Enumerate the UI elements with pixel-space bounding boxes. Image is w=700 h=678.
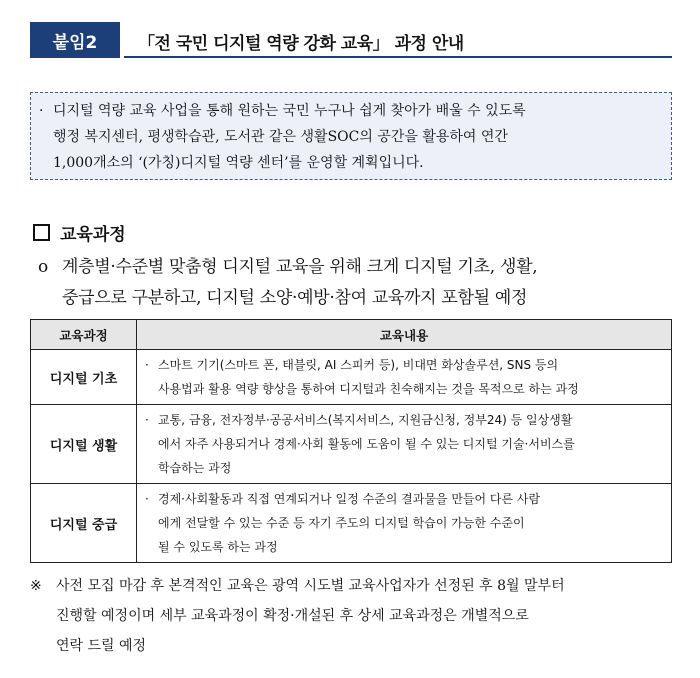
description-line: 학습하는 과정 <box>158 461 232 475</box>
checkbox-square-icon <box>33 224 50 241</box>
description-bullet: · <box>145 358 149 372</box>
footnote-line <box>30 571 680 601</box>
notice-line <box>39 98 663 124</box>
description-line: 될 수 있도록 하는 과정 <box>158 540 278 554</box>
description-line <box>145 408 663 432</box>
footnote-text: 사전 모집 마감 후 본격적인 교육은 광역 시도별 교육사업자가 선정된 후 8월 말부터 <box>56 578 565 594</box>
notice-bullet: · <box>39 103 44 119</box>
description-text: 스마트 기기(스마트 폰, 태블릿, AI 스피커 등), 비대면 화상솔루션, SNS 등의 <box>158 358 559 372</box>
section-title-text: 교육과정 <box>60 225 126 245</box>
description-bullet: · <box>145 413 149 427</box>
table-row <box>31 350 672 405</box>
description-line: 사용법과 활용 역량 향상을 통하여 디지털과 친숙해지는 것을 목적으로 하는 과정 <box>158 382 579 396</box>
course-name: 디지털 기초 <box>31 350 137 405</box>
header-course: 교육과정 <box>31 320 137 350</box>
notice-line: 1,000개소의 ‘(가칭)디지털 역량 센터’를 운영할 계획입니다. <box>53 155 424 171</box>
intro-bullet: o <box>38 257 48 277</box>
course-name: 디지털 생활 <box>31 405 137 484</box>
description-line <box>145 487 663 511</box>
course-table <box>30 319 672 563</box>
description-line: 에게 전달할 수 있는 수준 등 자기 주도의 디지털 학습이 가능한 수준이 <box>158 516 525 530</box>
attachment-badge: 붙임2 <box>30 22 120 58</box>
section-intro <box>38 252 678 314</box>
intro-line <box>38 252 678 283</box>
footnote-line: 연락 드릴 예정 <box>56 638 147 654</box>
course-description <box>137 484 672 563</box>
notice-box <box>30 92 672 180</box>
description-text: 교통, 금융, 전자정부·공공서비스(복지서비스, 지원금신청, 정부24) 등 일상생활 <box>158 413 573 427</box>
intro-text: 계층별·수준별 맞춤형 디지털 교육을 위해 크게 디지털 기초, 생활, <box>62 257 538 277</box>
description-text: 경제·사회활동과 직접 연계되거나 일정 수준의 결과물을 만들어 다른 사람 <box>158 492 541 506</box>
title-underline <box>124 56 672 58</box>
table-row <box>31 405 672 484</box>
document-title: 「전 국민 디지털 역량 강화 교육」 과정 안내 <box>138 34 464 54</box>
course-name: 디지털 중급 <box>31 484 137 563</box>
description-line: 에서 자주 사용되거나 경제·사회 활동에 도움이 될 수 있는 디지털 기술·서비스를 <box>158 437 575 451</box>
description-bullet: · <box>145 492 149 506</box>
description-line <box>145 353 663 377</box>
footnote <box>30 571 680 661</box>
intro-line: 중급으로 구분하고, 디지털 소양·예방·참여 교육까지 포함될 예정 <box>62 288 528 308</box>
reference-mark-icon: ※ <box>30 578 42 594</box>
notice-text: 디지털 역량 교육 사업을 통해 원하는 국민 누구나 쉽게 찾아가 배울 수 있도록 <box>53 103 526 119</box>
notice-line: 행정 복지센터, 평생학습관, 도서관 같은 생활SOC의 공간을 활용하여 연간 <box>53 129 508 145</box>
header-content: 교육내용 <box>137 320 672 350</box>
table-header-row <box>31 320 672 350</box>
course-description <box>137 405 672 484</box>
section-heading <box>33 220 126 245</box>
table-row <box>31 484 672 563</box>
footnote-line: 진행할 예정이며 세부 교육과정이 확정·개설된 후 상세 교육과정은 개별적으로 <box>56 608 529 624</box>
course-description <box>137 350 672 405</box>
attachment-header <box>30 22 672 58</box>
